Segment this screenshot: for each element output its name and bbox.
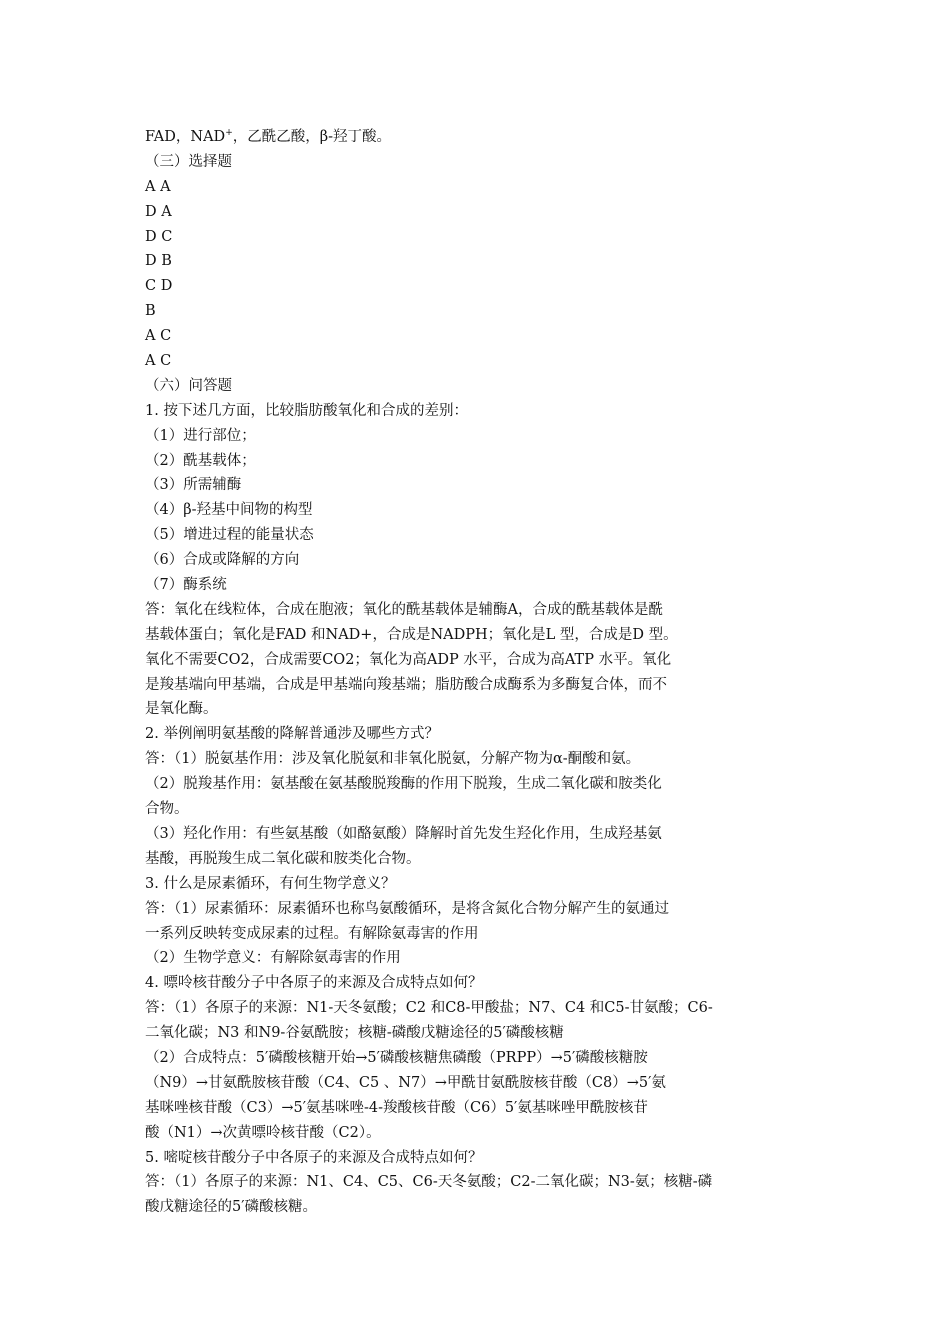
text-line: 是氧化酶。 [145,701,218,718]
text-line: （2）脱羧基作用：氨基酸在氨基酸脱羧酶的作用下脱羧，生成二氧化碳和胺类化 [145,776,662,793]
superscript-plus: + [225,128,233,138]
text-line: 一系列反映转变成尿素的过程。有解除氨毒害的作用 [145,925,479,942]
text-line: D B [145,253,172,270]
text-line: 基载体蛋白；氧化是FAD 和NAD+，合成是NADPH；氧化是L 型，合成是D 型。 [145,626,678,643]
text-line: （3）羟化作用：有些氨基酸（如酪氨酸）降解时首先发生羟化作用，生成羟基氨 [145,825,662,842]
line-text: FAD，NAD [145,129,226,145]
text-line: A C [145,328,172,345]
text-line: C D [145,278,173,295]
text-line: 酸戊糖途径的5′磷酸核糖。 [145,1199,318,1216]
text-line: （7）酶系统 [145,577,227,594]
text-line: （1）进行部位； [145,427,256,444]
text-line: B [145,303,156,320]
text-line: 答：（1）脱氨基作用：涉及氧化脱氨和非氧化脱氨，分解产物为α-酮酸和氨。 [145,751,641,768]
text-line: D C [145,228,173,245]
text-line: 答：（1）各原子的来源：N1、C4、C5、C6-天冬氨酸；C2-二氧化碳；N3-氨；核糖-磷 [145,1174,713,1191]
text-line: 是羧基端向甲基端，合成是甲基端向羧基端；脂肪酸合成酶系为多酶复合体，而不 [145,676,667,693]
text-body [145,150,795,1220]
text-line: （6）合成或降解的方向 [145,552,300,569]
text-line: 4. 嘌呤核苷酸分子中各原子的来源及合成特点如何？ [145,975,483,992]
text-line: （2）合成特点：5′磷酸核糖开始→5′磷酸核糖焦磷酸（PRPP）→5′磷酸核糖胺 [145,1049,648,1066]
text-line: 2. 举例阐明氨基酸的降解普通涉及哪些方式？ [145,726,439,743]
text-line: A C [145,353,172,370]
text-line: 氧化不需要CO2，合成需要CO2；氧化为高ADP 水平，合成为高ATP 水平。氧化 [145,651,672,668]
text-line: D A [145,203,172,220]
text-line: （六）问答题 [145,377,232,394]
text-line: 答：（1）尿素循环：尿素循环也称鸟氨酸循环，是将含氮化合物分解产生的氨通过 [145,900,669,917]
text-line: （2）生物学意义：有解除氨毒害的作用 [145,950,401,967]
text-line: 答：（1）各原子的来源：N1-天冬氨酸；C2 和C8-甲酸盐；N7、C4 和C5-甘氨酸；C6- [145,1000,713,1017]
text-line: 基酸，再脱羧生成二氧化碳和胺类化合物。 [145,850,421,867]
text-line [145,125,795,150]
text-line: 答：氧化在线粒体，合成在胞液；氧化的酰基载体是辅酶A，合成的酰基载体是酰 [145,601,663,618]
document-page [145,125,795,1220]
text-line: 基咪唑核苷酸（C3）→5′氨基咪唑-4-羧酸核苷酸（C6）5′氨基咪唑甲酰胺核苷 [145,1099,648,1116]
text-line: 二氧化碳；N3 和N9-谷氨酰胺；核糖-磷酸戊糖途径的5′磷酸核糖 [145,1025,564,1042]
text-line: （3）所需辅酶 [145,477,242,494]
text-line: 1. 按下述几方面，比较脂肪酸氧化和合成的差别： [145,402,468,419]
text-line: （三）选择题 [145,153,232,170]
text-line: 5. 嘧啶核苷酸分子中各原子的来源及合成特点如何？ [145,1149,483,1166]
text-line: （2）酰基载体； [145,452,256,469]
text-line: （4）β-羟基中间物的构型 [145,502,313,519]
text-line: （N9）→甘氨酰胺核苷酸（C4、C5 、N7）→甲酰甘氨酰胺核苷酸（C8）→5′氨 [145,1074,666,1091]
text-line: A A [145,178,171,195]
text-line: 合物。 [145,801,189,818]
text-line: 酸（N1）→次黄嘌呤核苷酸（C2）。 [145,1124,381,1141]
text-line: （5）增进过程的能量状态 [145,527,314,544]
line-text: ，乙酰乙酸，β-羟丁酸。 [232,129,392,145]
text-line: 3. 什么是尿素循环，有何生物学意义？ [145,875,396,892]
